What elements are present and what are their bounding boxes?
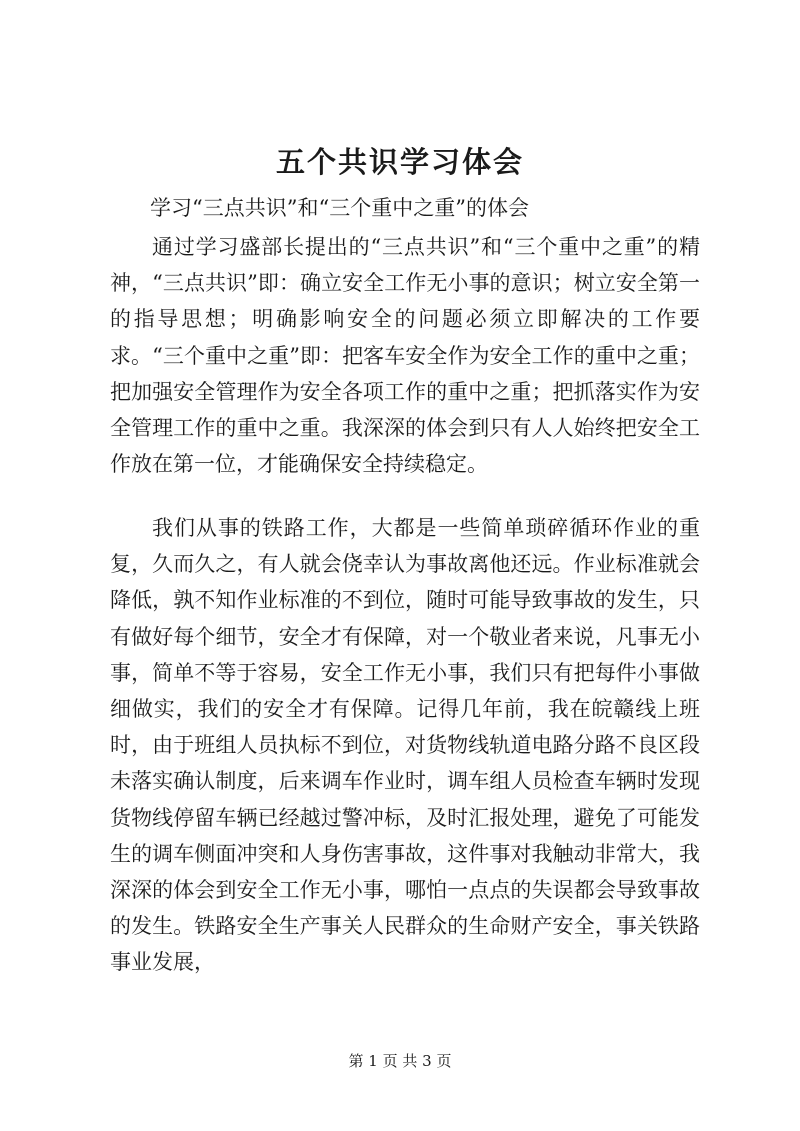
paragraph-1: 通过学习盛部长提出的“三点共识”和“三个重中之重”的精神，“三点共识”即：确立安全工作无小事的意识；树立安全第一的指导思想；明确影响安全的问题必须立即解决的工作要求。“三个重中之重”即：把客车安全作为安全工作的重中之重；把加强安全管理作为安全各项工作的重中之重；把抓落实作为安全管理工作的重中之重。我深深的体会到只有人人始终把安全工作放在第一位，才能确保安全持续稳定。 [110,235,700,477]
document-subtitle: 学习“三点共识”和“三个重中之重”的体会 [150,196,529,220]
page-footer: 第 1 页 共 3 页 [348,1052,452,1070]
document-title: 五个共识学习体会 [275,145,524,179]
paragraph-2: 我们从事的铁路工作，大都是一些简单琐碎循环作业的重复，久而久之，有人就会侥幸认为事故离他还远。作业标准就会降低，孰不知作业标准的不到位，随时可能导致事故的发生，只有做好每个细节，安全才有保障，对一个敬业者来说，凡事无小事，简单不等于容易，安全工作无小事，我们只有把每件小事做细做实，我们的安全才有保障。记得几年前，我在皖赣线上班时，由于班组人员执标不到位，对货物线轨道电路分路不良区段未落实确认制度，后来调车作业时，调车组人员检查车辆时发现货物线停留车辆已经越过警冲标，及时汇报处理，避免了可能发生的调车侧面冲突和人身伤害事故，这件事对我触动非常大，我深深的体会到安全工作无小事，哪怕一点点的失误都会导致事故的发生。铁路安全生产事关人民群众的生命财产安全，事关铁路事业发展， [110,516,700,975]
